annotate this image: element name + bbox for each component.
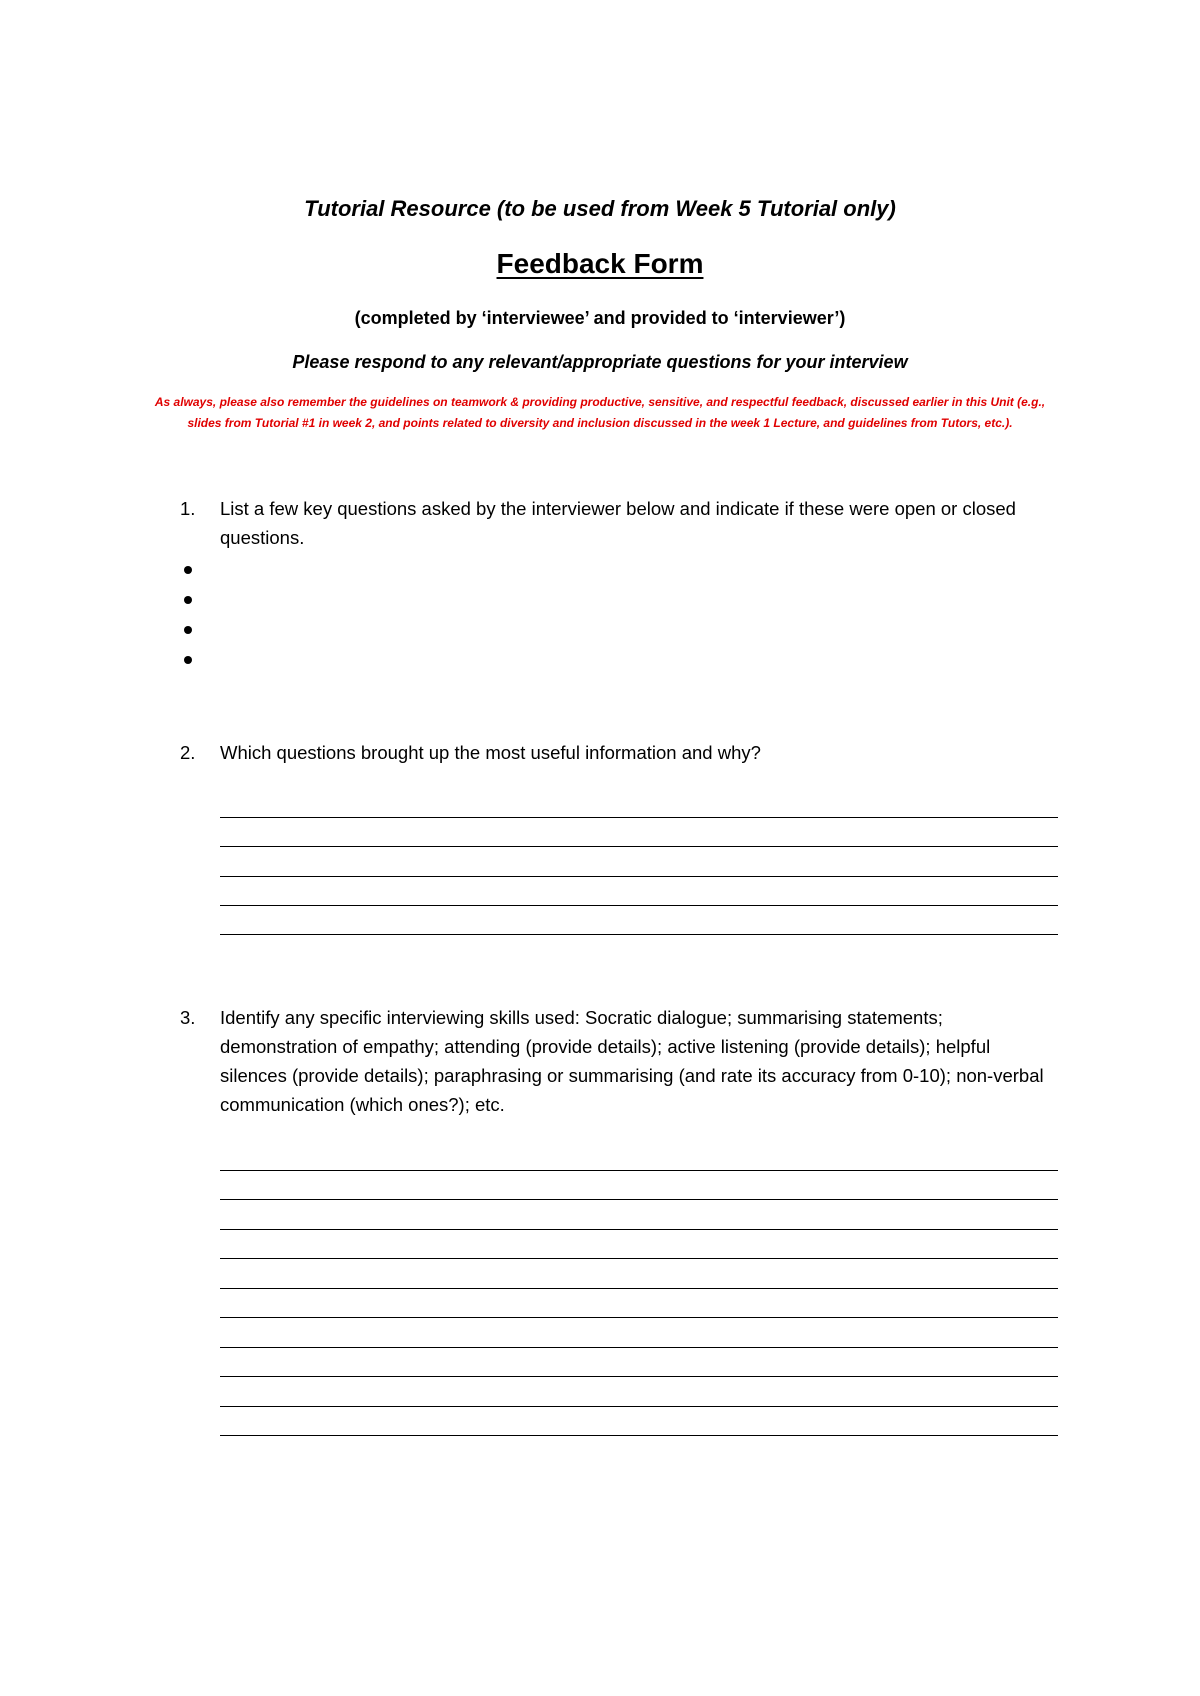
question-1-text: List a few key questions asked by the interviewer below and indicate if these were open or closed questions.	[220, 498, 1016, 548]
question-3-text: Identify any specific interviewing skills used: Socratic dialogue; summarising statements; demonstration of empathy; attending (provide details); active listening (provide details); helpful silences (provide details); paraphrasing or summarising (and rate its accuracy from 0-10); non-verbal communication (which ones?); etc.	[220, 1007, 1044, 1115]
answer-line[interactable]	[220, 1199, 1058, 1200]
answer-bullet-1	[184, 566, 192, 574]
question-3	[180, 1003, 1060, 1119]
answer-bullet-3	[184, 626, 192, 634]
answer-line[interactable]	[220, 1258, 1058, 1259]
answer-line[interactable]	[220, 1376, 1058, 1377]
answer-line[interactable]	[220, 934, 1058, 935]
answer-line[interactable]	[220, 1229, 1058, 1230]
answer-line[interactable]	[220, 846, 1058, 847]
answer-bullet-4	[184, 656, 192, 664]
answer-line[interactable]	[220, 1347, 1058, 1348]
question-1-number: 1.	[180, 498, 196, 519]
question-2-number: 2.	[180, 742, 196, 763]
answer-line[interactable]	[220, 1435, 1058, 1436]
answer-bullet-2	[184, 596, 192, 604]
question-1	[180, 494, 1060, 552]
form-subtitle: (completed by ‘interviewee’ and provided to ‘interviewer’)	[354, 308, 846, 328]
answer-line[interactable]	[220, 1317, 1058, 1318]
question-2	[180, 738, 1060, 767]
answer-line[interactable]	[220, 817, 1058, 818]
resource-title: Tutorial Resource (to be used from Week 5 Tutorial only)	[304, 196, 896, 221]
guideline-note-line-2: slides from Tutorial #1 in week 2, and points related to diversity and inclusion discussed in the week 1 Lecture, and guidelines from Tutors, etc.).	[187, 416, 1013, 430]
guideline-note-line-1: As always, please also remember the guidelines on teamwork & providing productive, sensitive, and respectful feedback, discussed earlier in this Unit (e.g.,	[154, 395, 1046, 409]
question-3-number: 3.	[180, 1007, 196, 1028]
form-instruction: Please respond to any relevant/appropriate questions for your interview	[292, 352, 908, 372]
form-title: Feedback Form	[496, 248, 704, 279]
answer-line[interactable]	[220, 1170, 1058, 1171]
answer-line[interactable]	[220, 1288, 1058, 1289]
answer-line[interactable]	[220, 876, 1058, 877]
question-2-text: Which questions brought up the most useful information and why?	[220, 742, 761, 763]
answer-line[interactable]	[220, 1406, 1058, 1407]
answer-line[interactable]	[220, 905, 1058, 906]
